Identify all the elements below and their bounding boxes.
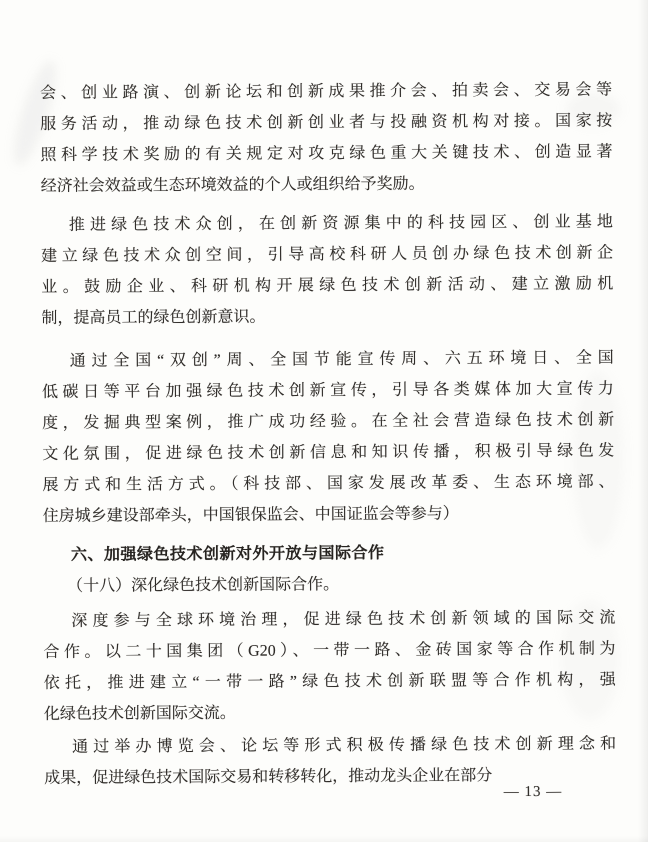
text-line: 住房城乡建设部牵头，中国银保监会、中国证监会等参与） xyxy=(42,505,459,525)
text-line: 通过举办博览会、论坛等形式积极传播绿色技术创新理念和 xyxy=(72,735,617,756)
document-body xyxy=(40,75,616,794)
text-line: 化绿色技术创新国际交流。 xyxy=(43,704,236,723)
text-line: 合作。以二十国集团（G20）、一带一路、金砖国家等合作机制为 xyxy=(43,640,616,661)
paragraph-awards xyxy=(40,75,613,202)
text-line: 推进绿色技术众创，在创新资源集中的科技园区、创业基地 xyxy=(68,213,613,234)
text-line: 制，提高员工的绿色创新意识。 xyxy=(41,308,266,327)
text-line: 深度参与全球环境治理，促进绿色技术创新领域的国际交流 xyxy=(71,609,616,630)
text-line: 展方式和生活方式。（科技部、国家发展改革委、生态环境部、 xyxy=(42,473,615,494)
paragraph-international-cooperation xyxy=(43,602,616,729)
paragraph-crowd-innovation xyxy=(41,207,614,334)
text-line: 建立绿色技术众创空间，引导高校科研人员创办绿色技术创新企 xyxy=(41,244,614,265)
text-line: 成果，促进绿色技术国际交易和转移转化，推动龙头企业在部分 xyxy=(44,767,493,787)
clause-heading: （十八）深化绿色技术创新国际合作。 xyxy=(67,576,340,595)
text-line: 会、创业路演、创新论坛和创新成果推介会、拍卖会、交易会等 xyxy=(40,81,613,102)
paragraph-publicity xyxy=(42,343,615,532)
text-line: 通过全国“双创”周、全国节能宣传周、六五环境日、全国 xyxy=(69,349,614,370)
text-line: 文化氛围，促进绿色技术创新信息和知识传播，积极引导绿色发 xyxy=(42,442,615,463)
scan-edge-shading xyxy=(0,836,648,842)
text-line: 服务活动，推动绿色技术创新创业者与投融资机构对接。国家按 xyxy=(40,112,613,133)
scan-edge-shading xyxy=(638,0,648,842)
text-line: 度，发掘典型案例，推广成功经验。在全社会营造绿色技术创新 xyxy=(42,411,615,432)
text-line: 经济社会效益或生态环境效益的个人或组织给予奖励。 xyxy=(40,175,425,195)
text-line: 低碳日等平台加强绿色技术创新宣传，引导各类媒体加大宣传力 xyxy=(41,380,614,401)
text-line: 依托，推进建立“一带一路”绿色技术创新联盟等合作机构，强 xyxy=(43,671,616,692)
section-heading: 六、加强绿色技术创新对外开放与国际合作 xyxy=(70,544,385,564)
page-number: — 13 — xyxy=(503,783,563,801)
text-line: 业。鼓励企业、科研机构开展绿色技术创新活动、建立激励机 xyxy=(41,275,614,296)
text-line: 照科学技术奖励的有关规定对攻克绿色重大关键技术、创造显著 xyxy=(40,143,613,164)
